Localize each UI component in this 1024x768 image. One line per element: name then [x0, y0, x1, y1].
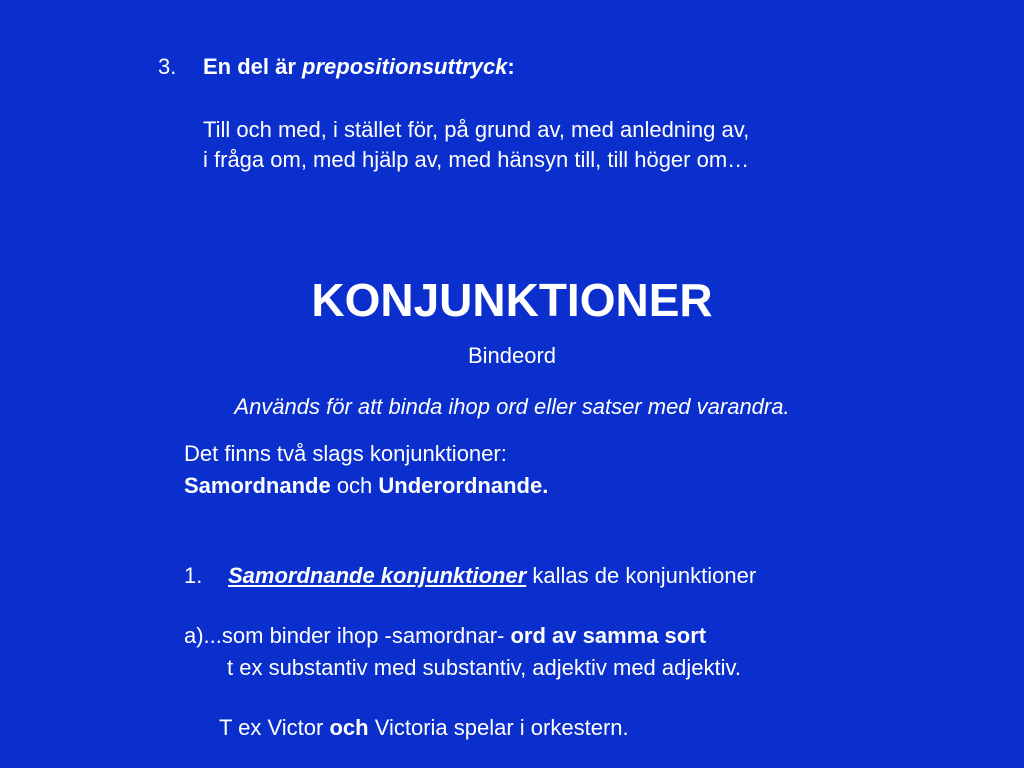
heading-term: prepositionsuttryck	[302, 54, 508, 79]
sentence-conjunction: och	[329, 715, 369, 740]
type-underordnande: Underordnande.	[378, 473, 549, 498]
slide-title: KONJUNKTIONER	[311, 274, 713, 326]
example-sentence	[219, 715, 629, 741]
list-number-3: 3.	[158, 54, 177, 79]
types-intro: Det finns två slags konjunktioner:	[184, 441, 507, 466]
samordnande-heading-rest: kallas de konjunktioner	[526, 563, 757, 588]
type-connector: och	[330, 473, 379, 498]
samordnande-heading	[228, 563, 756, 589]
type-samordnande: Samordnande	[184, 473, 331, 498]
heading-prefix: En del är	[203, 54, 303, 79]
point-a	[184, 623, 706, 649]
point-a-prefix: a)...som binder ihop -samordnar-	[184, 623, 511, 648]
point-a-example: t ex substantiv med substantiv, adjektiv med adjektiv.	[227, 655, 741, 680]
sentence-prefix: T ex Victor	[219, 715, 330, 740]
preposition-examples-line-2: i fråga om, med hjälp av, med hänsyn till, till höger om…	[203, 147, 750, 172]
slide-subtitle: Bindeord	[467, 343, 557, 368]
point-a-emphasis: ord av samma sort	[510, 623, 707, 648]
types-list	[184, 473, 548, 499]
definition-text: Används för att binda ihop ord eller satser med varandra.	[234, 394, 790, 419]
preposition-examples-line-1: Till och med, i stället för, på grund av, med anledning av,	[203, 117, 750, 142]
samordnande-term: Samordnande konjunktioner	[228, 563, 527, 588]
heading-colon: :	[507, 54, 515, 79]
sentence-suffix: Victoria spelar i orkestern.	[368, 715, 629, 740]
section-3-heading	[203, 54, 515, 80]
list-number-1: 1.	[184, 563, 203, 588]
